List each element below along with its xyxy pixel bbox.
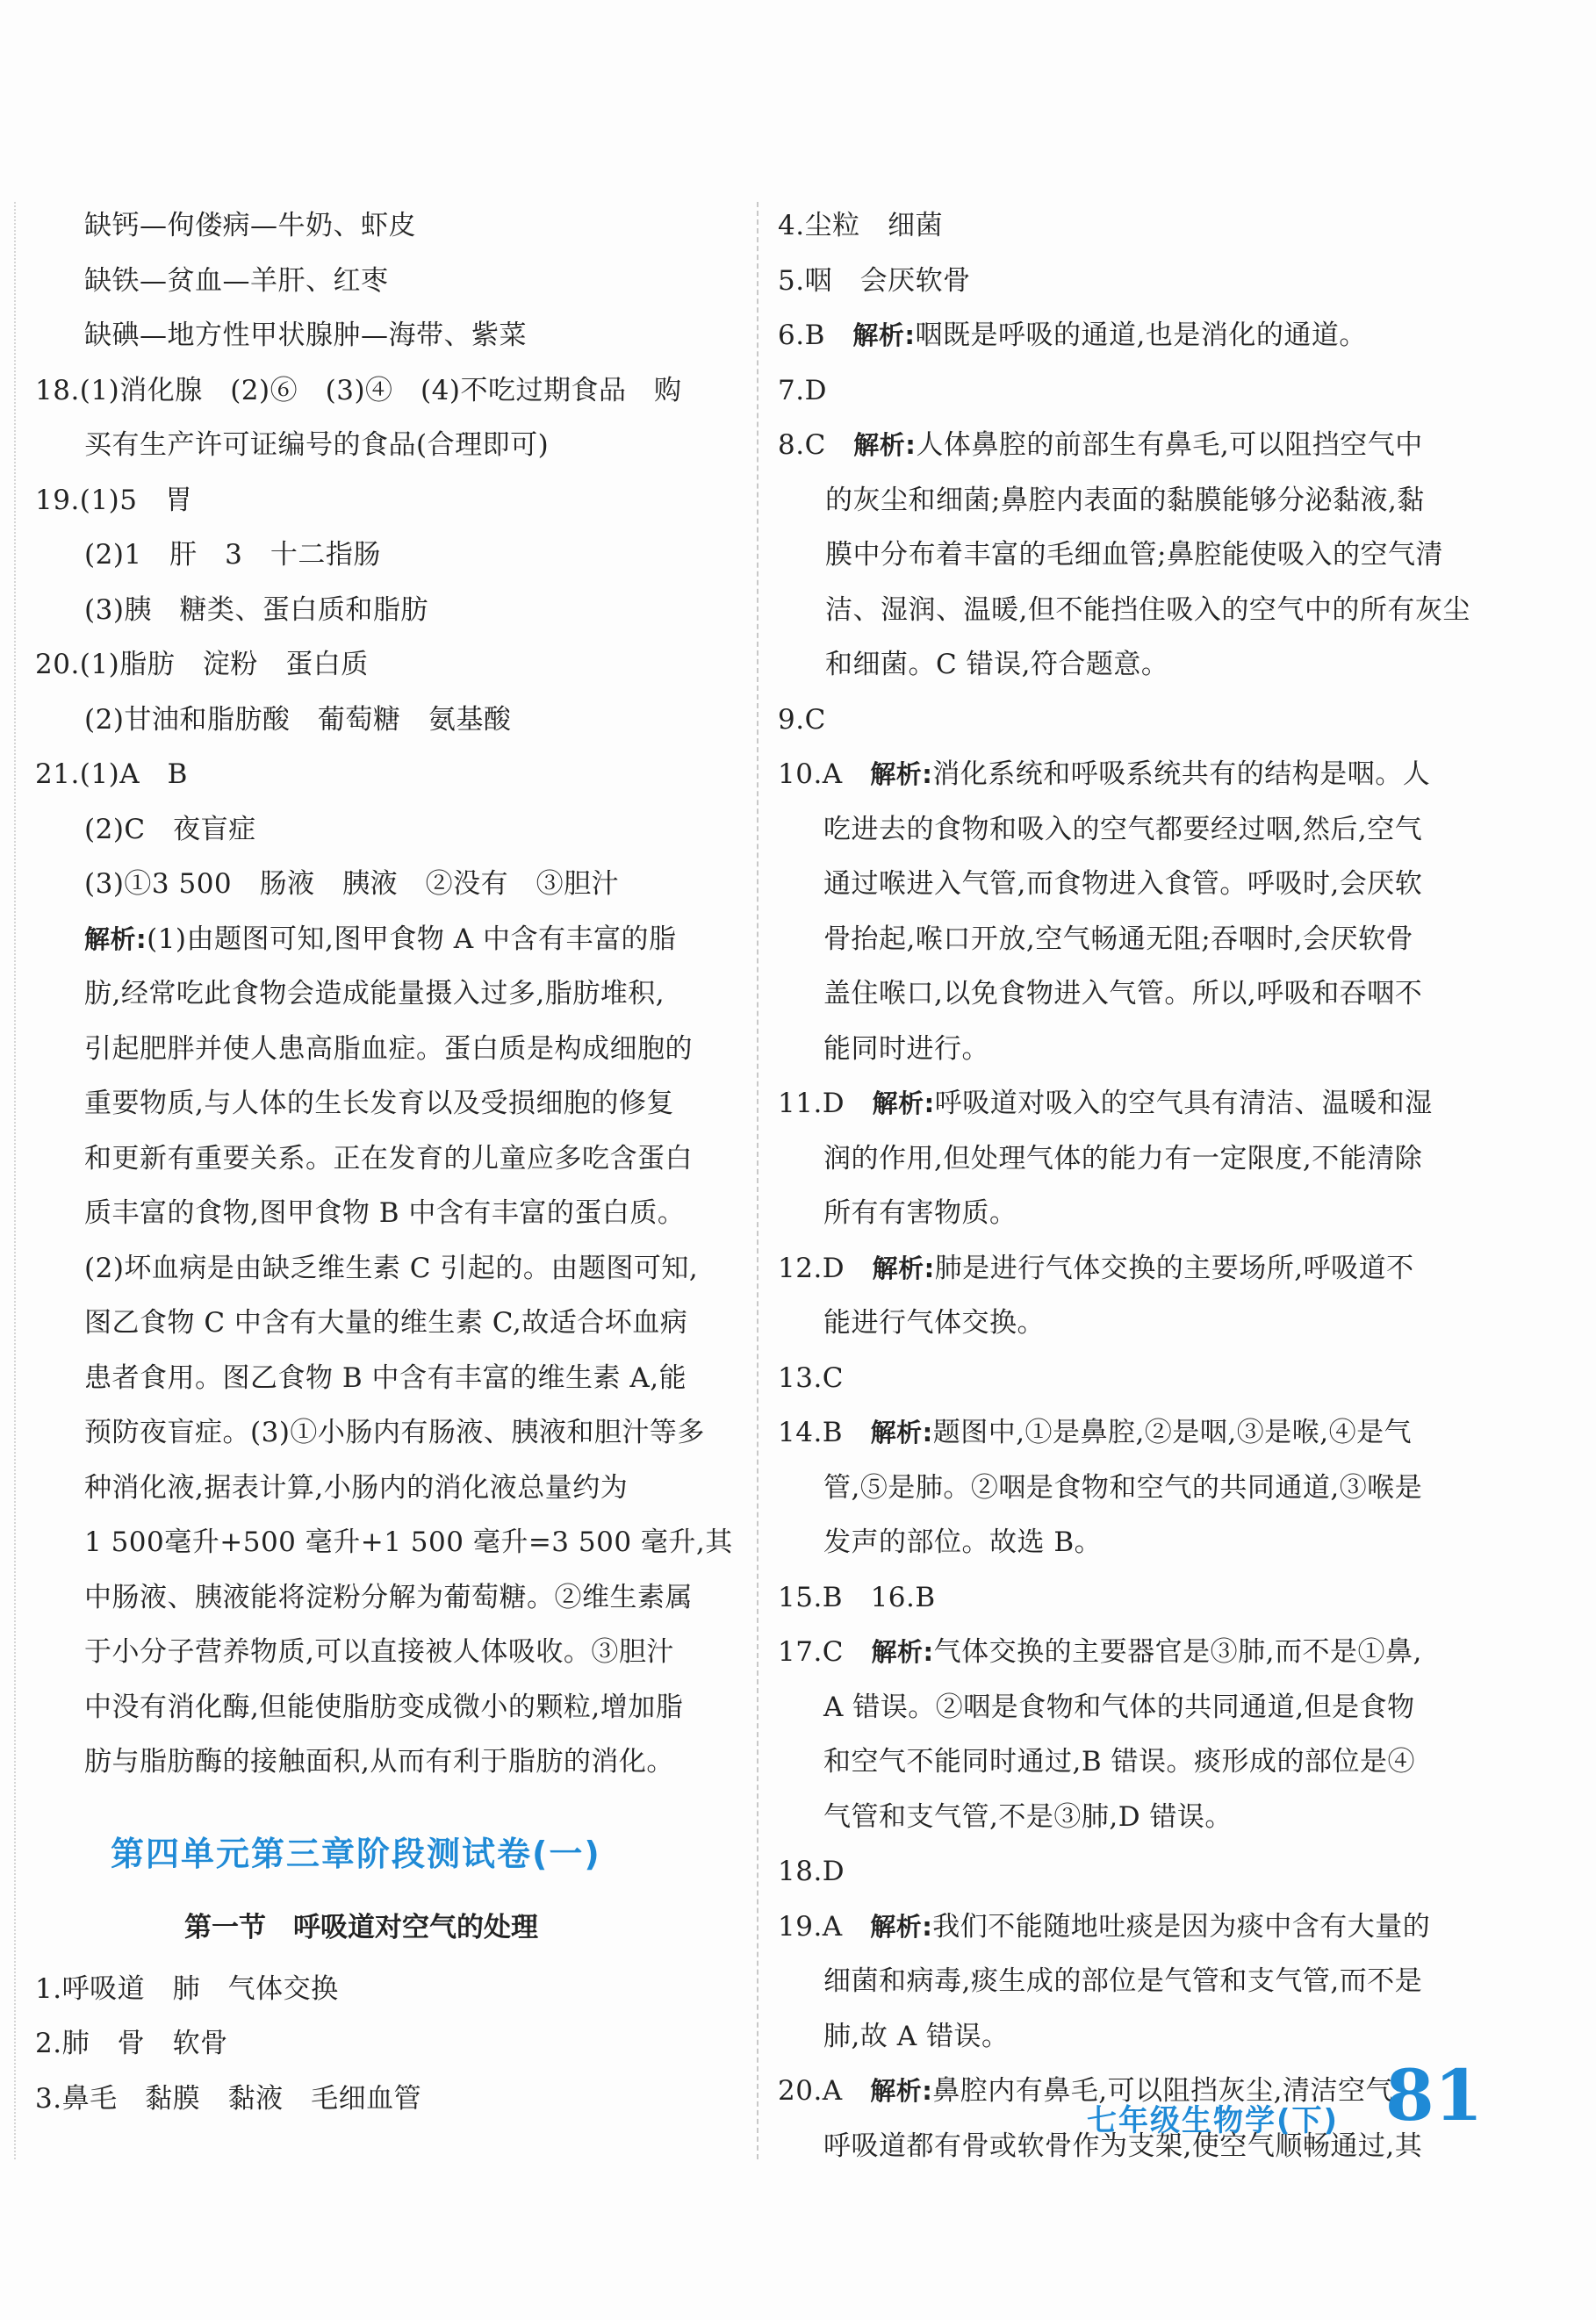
- answer-item: [778, 1351, 1480, 1406]
- analysis-line: 患者食用。图乙食物 B 中含有丰富的维生素 A,能: [84, 1361, 687, 1394]
- answer-number: 12.D: [778, 1252, 873, 1284]
- analysis-label: 解析:: [870, 759, 933, 789]
- analysis-line: 发声的部位。故选 B。: [823, 1526, 1103, 1558]
- analysis-text: 呼吸道对吸入的空气具有清洁、温暖和湿: [934, 1088, 1433, 1119]
- answer-item: [778, 693, 1480, 748]
- analysis-line: 重要物质,与人体的生长发育以及受损细胞的修复: [84, 1088, 674, 1119]
- answer-item: [778, 1241, 1480, 1296]
- analysis-label: 解析:: [870, 1911, 933, 1942]
- answer-line: (2)甘油和脂肪酸 葡萄糖 氨基酸: [84, 703, 512, 736]
- answer-line: 19.(1)5 胃: [35, 484, 193, 516]
- analysis-paragraph: [35, 966, 737, 1790]
- answer-number: 7.D: [778, 374, 827, 406]
- analysis-line: 图乙食物 C 中含有大量的维生素 C,故适合坏血病: [84, 1307, 688, 1339]
- answer-item: [778, 1405, 1480, 1461]
- analysis-line: 于小分子营养物质,可以直接被人体吸收。③胆汁: [84, 1636, 674, 1668]
- analysis-label: 解析:: [871, 1637, 934, 1667]
- answer-number: 4.尘粒 细菌: [778, 210, 944, 241]
- answer-number: 19.A: [778, 1910, 871, 1943]
- analysis-text: 消化系统和呼吸系统共有的结构是咽。人: [932, 758, 1431, 790]
- analysis-line: 和更新有重要关系。正在发育的儿童应多吃含蛋白: [84, 1142, 693, 1174]
- left-margin-guide: [14, 202, 16, 2159]
- section-title: 第四单元第三章阶段测试卷(一): [111, 1834, 601, 1873]
- answer-item: [778, 1844, 1480, 1900]
- analysis-line: 和细菌。C 错误,符合题意。: [825, 649, 1169, 680]
- answer-number: 11.D: [778, 1088, 873, 1119]
- analysis-text: 我们不能随地吐痰是因为痰中含有大量的: [932, 1910, 1431, 1943]
- answer-item: [778, 1570, 1480, 1626]
- answer-line: 2.肺 骨 软骨: [35, 2028, 228, 2059]
- analysis-label: 解析:: [870, 2076, 933, 2106]
- analysis-line: 种消化液,据表计算,小肠内的消化液总量约为: [84, 1471, 629, 1504]
- analysis-line: [35, 912, 737, 967]
- answer-item: [778, 308, 1480, 363]
- analysis-line: 的灰尘和细菌;鼻腔内表面的黏膜能够分泌黏液,黏: [825, 484, 1425, 516]
- analysis-line: 1 500毫升+500 毫升+1 500 毫升=3 500 毫升,其: [84, 1526, 733, 1558]
- answer-number: 8.C: [778, 429, 854, 461]
- answer-item: [778, 1900, 1480, 1955]
- answer-number: 15.B 16.B: [778, 1581, 936, 1613]
- answer-item: [778, 418, 1480, 473]
- analysis-text: 鼻腔内有鼻毛,可以阻挡灰尘,清洁空气;: [932, 2075, 1403, 2107]
- page-number: 81: [1385, 2054, 1484, 2137]
- analysis-line: 预防夜盲症。(3)①小肠内有肠液、胰液和胆汁等多: [84, 1417, 705, 1448]
- analysis-label: 解析:: [853, 430, 917, 460]
- answer-number: 6.B: [778, 320, 853, 351]
- answer-line: (3)胰 糖类、蛋白质和脂肪: [84, 593, 428, 626]
- analysis-line: 中没有消化酶,但能使脂肪变成微小的颗粒,增加脂: [84, 1691, 684, 1723]
- sub-title: 第一节 呼吸道对空气的处理: [184, 1911, 538, 1943]
- answer-number: 5.咽 会厌软骨: [778, 264, 971, 297]
- answer-item: [778, 747, 1480, 802]
- answer-line: (3)①3 500 肠液 胰液 ②没有 ③胆汁: [84, 868, 620, 900]
- analysis-line: 骨抬起,喉口开放,空气畅通无阻;吞咽时,会厌软骨: [823, 923, 1414, 955]
- answer-line: 缺碘—地方性甲状腺肿—海带、紫菜: [84, 320, 527, 351]
- analysis-label: 解析:: [872, 1088, 935, 1118]
- analysis-line: 肪与脂肪酶的接触面积,从而有利于脂肪的消化。: [84, 1746, 674, 1778]
- answer-item: [778, 254, 1480, 309]
- answer-line: (2)C 夜盲症: [84, 813, 256, 845]
- answer-line: 1.呼吸道 肺 气体交换: [35, 1972, 339, 2005]
- left-answer-lines-bottom: [35, 1962, 737, 2127]
- analysis-line: 洁、湿润、温暖,但不能挡住吸入的空气中的所有灰尘: [825, 593, 1470, 626]
- answer-number: 20.A: [778, 2075, 871, 2107]
- analysis-text: 题图中,①是鼻腔,②是咽,③是喉,④是气: [932, 1417, 1413, 1448]
- answer-item: [778, 1076, 1480, 1131]
- analysis-label: 解析:: [852, 320, 916, 350]
- analysis-line: 呼吸道都有骨或软骨作为支架,使空气顺畅通过,其: [823, 2130, 1423, 2162]
- analysis-line: 盖住喉口,以免食物进入气管。所以,呼吸和吞咽不: [823, 978, 1423, 1009]
- analysis-line: 能同时进行。: [823, 1032, 989, 1065]
- analysis-line: 和空气不能同时通过,B 错误。痰形成的部位是④: [823, 1746, 1415, 1778]
- left-column: [35, 198, 737, 2126]
- analysis-line: 能进行气体交换。: [823, 1307, 1045, 1339]
- footer-label: 七年级生物学(下): [1087, 2103, 1340, 2138]
- analysis-line: 细菌和病毒,痰生成的部位是气管和支气管,而不是: [823, 1965, 1423, 1997]
- answer-item: [778, 198, 1480, 254]
- answer-number: 13.C: [778, 1361, 845, 1394]
- answer-line: 缺铁—贫血—羊肝、红枣: [84, 264, 389, 297]
- analysis-text: 人体鼻腔的前部生有鼻毛,可以阻挡空气中: [916, 429, 1423, 461]
- analysis-text: 肺是进行气体交换的主要场所,呼吸道不: [934, 1252, 1414, 1284]
- analysis-text: 气体交换的主要器官是③肺,而不是①鼻,: [933, 1636, 1422, 1668]
- answer-number: 9.C: [778, 703, 826, 736]
- analysis-label: 解析:: [872, 1253, 935, 1283]
- answer-line: 20.(1)脂肪 淀粉 蛋白质: [35, 649, 369, 680]
- answer-number: 18.D: [778, 1856, 845, 1887]
- answer-line: (2)1 肝 3 十二指肠: [84, 539, 381, 571]
- answer-number: 17.C: [778, 1636, 872, 1668]
- analysis-text: (1)由题图可知,图甲食物 A 中含有丰富的脂: [147, 923, 677, 955]
- analysis-line: 质丰富的食物,图甲食物 B 中含有丰富的蛋白质。: [84, 1197, 686, 1229]
- analysis-line: 肪,经常吃此食物会造成能量摄入过多,脂肪堆积,: [84, 978, 665, 1009]
- answer-item: [778, 363, 1480, 419]
- analysis-line: 通过喉进入气管,而食物进入食管。呼吸时,会厌软: [823, 868, 1423, 900]
- analysis-line: 膜中分布着丰富的毛细血管;鼻腔能使吸入的空气清: [825, 539, 1443, 571]
- analysis-line: (2)坏血病是由缺乏维生素 C 引起的。由题图可知,: [84, 1252, 699, 1284]
- analysis-line: 润的作用,但处理气体的能力有一定限度,不能清除: [823, 1142, 1423, 1174]
- analysis-line: 中肠液、胰液能将淀粉分解为葡萄糖。②维生素属: [84, 1581, 693, 1613]
- answer-number: 10.A: [778, 758, 871, 790]
- answer-item: [778, 1625, 1480, 1680]
- answer-line: 买有生产许可证编号的食品(合理即可): [84, 429, 550, 461]
- analysis-line: 肺,故 A 错误。: [823, 2020, 1010, 2052]
- answer-line: 21.(1)A B: [35, 758, 188, 790]
- analysis-line: A 错误。②咽是食物和气体的共同通道,但是食物: [823, 1691, 1415, 1723]
- analysis-label: 解析:: [84, 923, 147, 954]
- analysis-line: 引起肥胖并使人患高脂血症。蛋白质是构成细胞的: [84, 1032, 693, 1065]
- analysis-text: 咽既是呼吸的通道,也是消化的通道。: [915, 320, 1367, 351]
- right-column: [778, 198, 1480, 2173]
- column-divider: [757, 202, 758, 2159]
- left-answer-lines: [35, 198, 737, 912]
- answer-line: 缺钙—佝偻病—牛奶、虾皮: [84, 210, 416, 241]
- analysis-line: 管,⑤是肺。②咽是食物和空气的共同通道,③喉是: [823, 1471, 1423, 1504]
- analysis-line: 所有有害物质。: [823, 1197, 1017, 1229]
- answer-line: 3.鼻毛 黏膜 黏液 毛细血管: [35, 2082, 422, 2115]
- answer-number: 14.B: [778, 1417, 871, 1448]
- analysis-line: 气管和支气管,不是③肺,D 错误。: [823, 1800, 1233, 1833]
- analysis-line: 吃进去的食物和吸入的空气都要经过咽,然后,空气: [823, 813, 1423, 845]
- answer-line: 18.(1)消化腺 (2)⑥ (3)④ (4)不吃过期食品 购: [35, 374, 682, 406]
- analysis-label: 解析:: [870, 1418, 933, 1447]
